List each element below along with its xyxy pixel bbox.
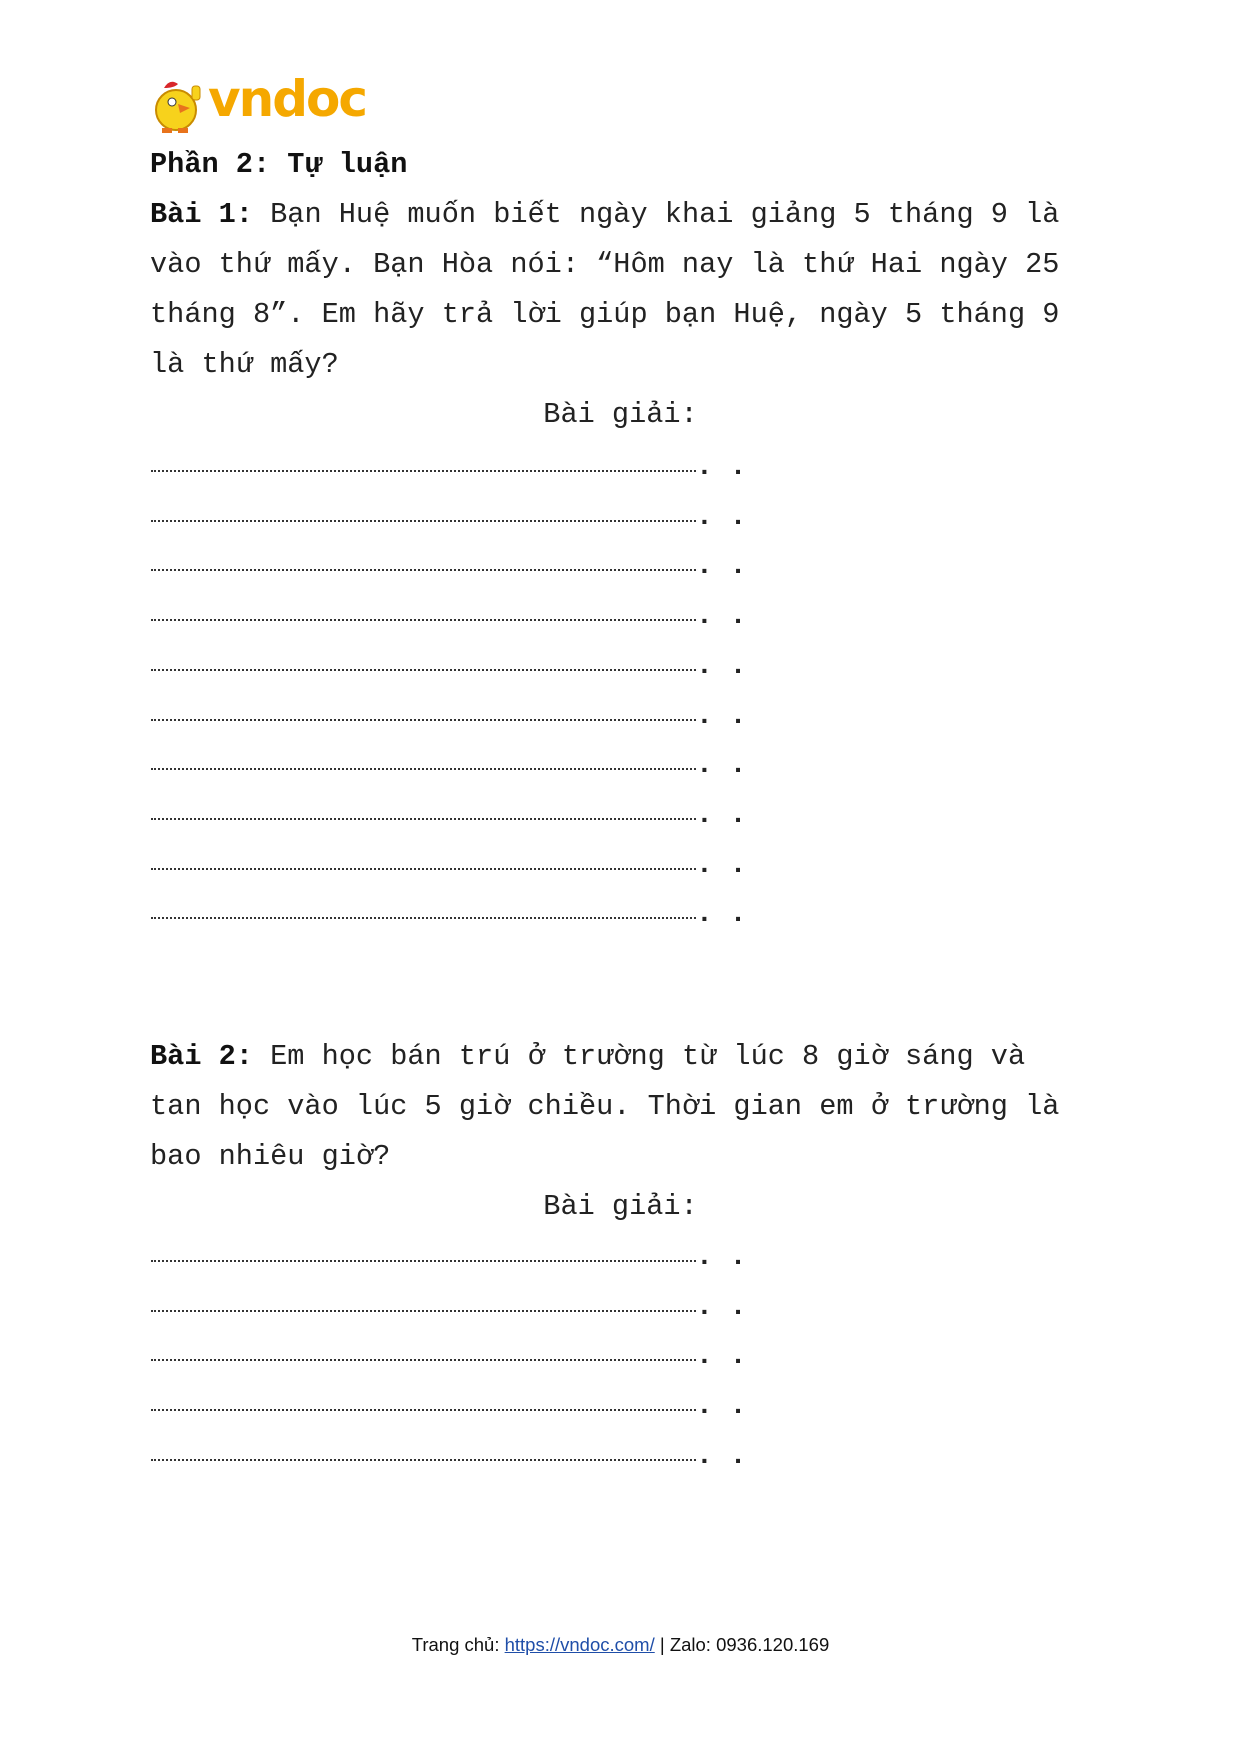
- exercise-1-line-4: là thứ mấy?: [150, 348, 339, 381]
- answer-dotted-line[interactable]: [151, 868, 696, 870]
- answer-dotted-line[interactable]: [151, 818, 696, 820]
- homepage-link[interactable]: https://vndoc.com/: [504, 1634, 655, 1655]
- exercise-2-line-3: bao nhiêu giờ?: [150, 1140, 391, 1173]
- answer-dotted-line[interactable]: [151, 470, 696, 472]
- answer-line-end: . .: [696, 650, 747, 682]
- answer-dotted-line[interactable]: [151, 1409, 696, 1411]
- section-title: Phần 2: Tự luận: [150, 148, 408, 181]
- answer-dotted-line[interactable]: [151, 719, 696, 721]
- exercise-2-line-1: [150, 1032, 1025, 1082]
- answer-dotted-line[interactable]: [151, 1260, 696, 1262]
- answer-line-end: . .: [696, 849, 747, 881]
- chicken-mascot-icon: [150, 76, 206, 136]
- answer-dotted-line[interactable]: [151, 917, 696, 919]
- answer-line-end: . .: [696, 452, 747, 483]
- answer-line-end: . .: [696, 1391, 747, 1423]
- logo-wordmark: vndoc: [208, 70, 366, 128]
- footer-contact: | Zalo: 0936.120.169: [654, 1634, 830, 1655]
- answer-dotted-line[interactable]: [151, 768, 696, 770]
- answer-line-end: . .: [696, 750, 747, 782]
- answer-line-end: . .: [696, 1291, 747, 1323]
- exercise-1-solution-heading: Bài giải:: [543, 398, 698, 431]
- answer-line-end: . .: [696, 501, 747, 533]
- answer-dotted-line[interactable]: [151, 619, 696, 621]
- exercise-text: Bạn Huệ muốn biết ngày khai giảng 5 tháng 9 là: [252, 198, 1060, 231]
- answer-dotted-line[interactable]: [151, 1359, 696, 1361]
- exercise-1-label: Bài 1:: [150, 198, 253, 231]
- answer-dotted-line[interactable]: [151, 1310, 696, 1312]
- answer-line-end: . .: [696, 551, 747, 583]
- exercise-1-line-3: tháng 8”. Em hãy trả lời giúp bạn Huệ, ngày 5 tháng 9: [150, 298, 1060, 331]
- answer-dotted-line[interactable]: [151, 669, 696, 671]
- vndoc-logo: [150, 70, 380, 136]
- exercise-1-line-1: [150, 190, 1059, 240]
- footer-prefix: Trang chủ:: [411, 1634, 505, 1655]
- answer-dotted-line[interactable]: [151, 520, 696, 522]
- answer-line-end: . .: [696, 700, 747, 732]
- answer-line-end: . .: [696, 1440, 747, 1472]
- answer-line-end: . .: [696, 1341, 747, 1373]
- footer: [0, 1634, 1241, 1656]
- exercise-2-line-2: tan học vào lúc 5 giờ chiều. Thời gian em ở trường là: [150, 1090, 1060, 1123]
- answer-dotted-line[interactable]: [151, 1459, 696, 1461]
- exercise-2-solution-heading: Bài giải:: [543, 1190, 698, 1223]
- exercise-text: Em học bán trú ở trường từ lúc 8 giờ sáng và: [252, 1040, 1026, 1073]
- answer-dotted-line[interactable]: [151, 569, 696, 571]
- answer-line-end: . .: [696, 899, 747, 931]
- answer-line-end: . .: [696, 601, 747, 633]
- exercise-2-label: Bài 2:: [150, 1040, 253, 1073]
- exercise-1-line-2: vào thứ mấy. Bạn Hòa nói: “Hôm nay là thứ Hai ngày 25: [150, 248, 1060, 281]
- answer-line-end: . .: [696, 1242, 747, 1273]
- answer-line-end: . .: [696, 799, 747, 831]
